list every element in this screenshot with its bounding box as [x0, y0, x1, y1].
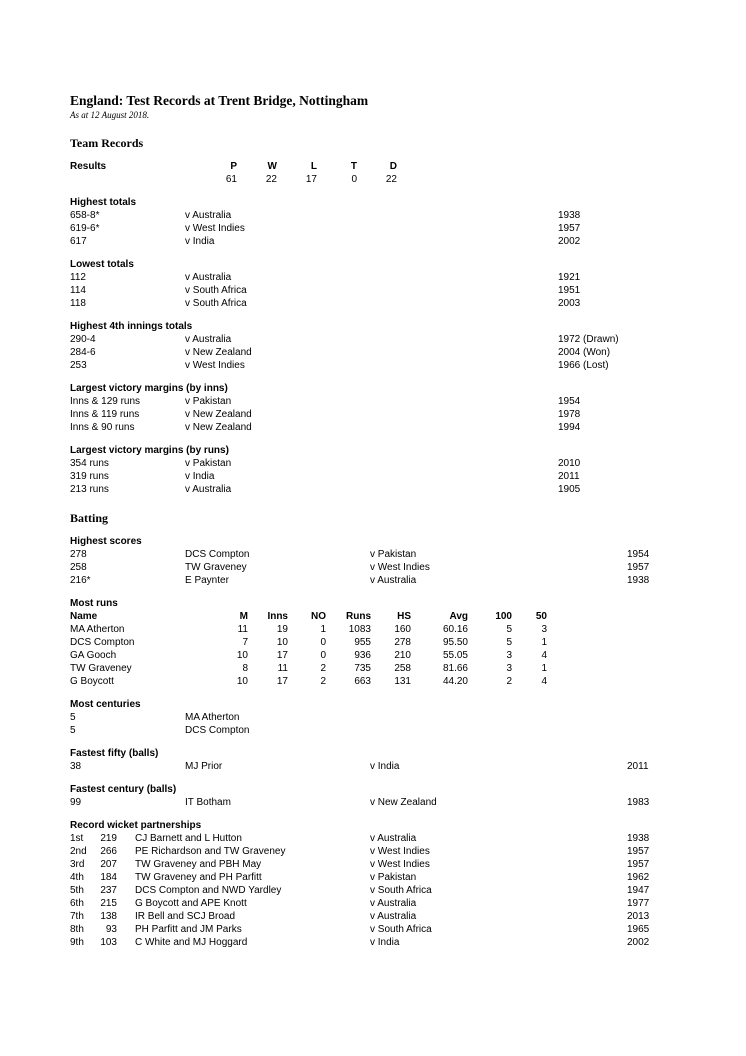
- runs: 735: [354, 663, 371, 674]
- record-opponent: v Australia: [185, 272, 232, 283]
- century-count: 5: [70, 725, 76, 736]
- record-section: [70, 382, 676, 434]
- wicket-number: 1st: [70, 833, 84, 844]
- batting-heading: Batting: [70, 511, 109, 525]
- record-value: 253: [70, 360, 87, 371]
- opponent: v Australia: [370, 833, 417, 844]
- most-centuries-row: [70, 724, 676, 737]
- highest-scores-section: [70, 535, 676, 587]
- section-heading: Largest victory margins (by inns): [70, 383, 228, 394]
- balls: 99: [70, 797, 82, 808]
- record-row: [70, 346, 676, 359]
- matches: 10: [236, 676, 248, 687]
- results-value: 61: [225, 174, 237, 185]
- wicket-number: 8th: [70, 924, 84, 935]
- most-runs-column-header: M: [239, 611, 248, 622]
- most-runs-column-header: NO: [311, 611, 326, 622]
- record-row: [70, 395, 676, 408]
- record-section: [70, 444, 676, 496]
- balls: 38: [70, 761, 82, 772]
- wicket-number: 7th: [70, 911, 84, 922]
- player-name: DCS Compton: [185, 725, 250, 736]
- opponent: v West Indies: [370, 562, 430, 573]
- partnership-runs: 237: [100, 885, 117, 896]
- record-rows: [70, 209, 676, 248]
- high-score: 160: [394, 624, 411, 635]
- results-row-spacer: [70, 173, 197, 186]
- matches: 7: [242, 637, 248, 648]
- partnership-row: [70, 884, 676, 897]
- year: 1947: [627, 885, 650, 896]
- section-heading: Most runs: [70, 598, 118, 609]
- record-year: 1938: [558, 210, 581, 221]
- high-score: 258: [394, 663, 411, 674]
- partnership-players: TW Graveney and PBH May: [135, 859, 262, 870]
- record-value: 319 runs: [70, 471, 109, 482]
- score-value: 216*: [70, 575, 91, 586]
- partnership-players: C White and MJ Hoggard: [135, 937, 248, 948]
- innings: 19: [276, 624, 288, 635]
- results-column-header: W: [267, 161, 277, 172]
- record-opponent: v Pakistan: [185, 396, 232, 407]
- wicket-number: 9th: [70, 937, 84, 948]
- results-column-header: P: [230, 161, 237, 172]
- player-name: DCS Compton: [185, 549, 250, 560]
- innings: 17: [276, 676, 288, 687]
- partnership-players: G Boycott and APE Knott: [135, 898, 247, 909]
- partnership-players: PE Richardson and TW Graveney: [135, 846, 286, 857]
- opponent: v South Africa: [370, 885, 432, 896]
- year: 2011: [627, 761, 649, 772]
- player-name: MA Atherton: [70, 624, 125, 635]
- results-values-row: [70, 173, 676, 186]
- year: 1954: [627, 549, 650, 560]
- record-section: [70, 320, 676, 372]
- most-runs-column-header: HS: [397, 611, 411, 622]
- average: 60.16: [442, 624, 468, 635]
- record-year: 1994: [558, 422, 581, 433]
- record-opponent: v South Africa: [185, 285, 247, 296]
- fastest-fifty-section: [70, 747, 676, 773]
- highest-score-row: [70, 561, 676, 574]
- fastest-fifty-rows: [70, 760, 676, 773]
- most-runs-column-header: 100: [495, 611, 512, 622]
- most-runs-column-header: 50: [535, 611, 547, 622]
- player-name: IT Botham: [185, 797, 231, 808]
- hundreds: 5: [506, 637, 512, 648]
- page-subtitle: As at 12 August 2018.: [70, 110, 150, 120]
- partnership-runs: 184: [100, 872, 117, 883]
- partnership-players: CJ Barnett and L Hutton: [135, 833, 242, 844]
- innings: 11: [277, 663, 288, 674]
- runs: 1083: [348, 624, 371, 635]
- average: 55.05: [442, 650, 468, 661]
- team-record-sections: [70, 196, 676, 496]
- not-outs: 1: [320, 624, 326, 635]
- not-outs: 0: [320, 650, 326, 661]
- score-value: 258: [70, 562, 87, 573]
- section-heading: Highest 4th innings totals: [70, 321, 193, 332]
- record-year: 1978: [558, 409, 581, 420]
- record-value: 619-6*: [70, 223, 100, 234]
- results-section: [70, 160, 676, 186]
- record-opponent: v New Zealand: [185, 347, 252, 358]
- record-opponent: v Australia: [185, 334, 232, 345]
- record-year: 1921: [558, 272, 581, 283]
- record-value: 114: [70, 285, 86, 296]
- record-opponent: v New Zealand: [185, 422, 252, 433]
- record-rows: [70, 333, 676, 372]
- runs: 936: [354, 650, 371, 661]
- highest-score-rows: [70, 548, 676, 587]
- matches: 11: [237, 624, 248, 635]
- player-name: MJ Prior: [185, 761, 223, 772]
- results-value: 22: [385, 174, 397, 185]
- record-row: [70, 359, 676, 372]
- team-records-heading: Team Records: [70, 136, 144, 150]
- record-year: 2002: [558, 236, 581, 247]
- partnerships-section: [70, 819, 676, 949]
- partnership-runs: 93: [105, 924, 117, 935]
- highest-score-row: [70, 574, 676, 587]
- most-runs-rows: [70, 623, 676, 688]
- high-score: 131: [394, 676, 411, 687]
- record-row: [70, 284, 676, 297]
- partnership-row: [70, 871, 676, 884]
- record-row: [70, 222, 676, 235]
- fifties: 4: [541, 676, 547, 687]
- partnership-row: [70, 923, 676, 936]
- section-heading: Highest scores: [70, 536, 142, 547]
- opponent: v West Indies: [370, 846, 430, 857]
- fifties: 1: [541, 637, 547, 648]
- innings: 17: [276, 650, 288, 661]
- partnership-row: [70, 897, 676, 910]
- record-row: [70, 457, 676, 470]
- record-year: 1966 (Lost): [558, 360, 609, 371]
- high-score: 210: [394, 650, 411, 661]
- opponent: v Australia: [370, 575, 417, 586]
- section-heading: Highest totals: [70, 197, 137, 208]
- average: 81.66: [442, 663, 468, 674]
- partnership-runs: 219: [100, 833, 117, 844]
- partnership-runs: 103: [100, 937, 117, 948]
- year: 1983: [627, 797, 650, 808]
- page-title: England: Test Records at Trent Bridge, Nottingham: [70, 93, 369, 108]
- record-year: 2003: [558, 298, 581, 309]
- record-rows: [70, 457, 676, 496]
- record-value: Inns & 90 runs: [70, 422, 135, 433]
- record-year: 1957: [558, 223, 581, 234]
- section-heading: Record wicket partnerships: [70, 820, 202, 831]
- record-opponent: v Pakistan: [185, 458, 232, 469]
- partnership-runs: 266: [100, 846, 117, 857]
- century-count: 5: [70, 712, 76, 723]
- record-row: [70, 470, 676, 483]
- matches: 10: [236, 650, 248, 661]
- fastest-century-rows: [70, 796, 676, 809]
- results-column-header: D: [389, 161, 397, 172]
- year: 1962: [627, 872, 650, 883]
- partnership-rows: [70, 832, 676, 949]
- most-runs-row: [70, 675, 676, 688]
- matches: 8: [242, 663, 248, 674]
- record-rows: [70, 395, 676, 434]
- most-runs-column-header: Name: [70, 611, 98, 622]
- partnership-players: PH Parfitt and JM Parks: [135, 924, 242, 935]
- year: 1938: [627, 575, 650, 586]
- hundreds: 3: [506, 650, 512, 661]
- record-year: 1954: [558, 396, 581, 407]
- hundreds: 5: [506, 624, 512, 635]
- partnership-row: [70, 936, 676, 949]
- partnership-row: [70, 858, 676, 871]
- most-runs-header-row: [70, 610, 676, 623]
- fifties: 1: [541, 663, 547, 674]
- opponent: v Pakistan: [370, 872, 417, 883]
- record-row: [70, 297, 676, 310]
- fastest-fifty-row: [70, 760, 676, 773]
- partnership-row: [70, 910, 676, 923]
- opponent: v Australia: [370, 898, 417, 909]
- record-year: 2004 (Won): [558, 347, 611, 358]
- most-runs-row: [70, 662, 676, 675]
- partnership-runs: 138: [100, 911, 117, 922]
- not-outs: 2: [320, 663, 326, 674]
- wicket-number: 5th: [70, 885, 84, 896]
- results-heading: Results: [70, 161, 107, 172]
- partnership-row: [70, 845, 676, 858]
- opponent: v West Indies: [370, 859, 430, 870]
- record-value: 118: [70, 298, 86, 309]
- section-heading: Largest victory margins (by runs): [70, 445, 229, 456]
- results-value: 22: [265, 174, 277, 185]
- year: 1957: [627, 859, 650, 870]
- record-value: 213 runs: [70, 484, 109, 495]
- opponent: v Australia: [370, 911, 417, 922]
- highest-score-row: [70, 548, 676, 561]
- year: 1977: [627, 898, 650, 909]
- fifties: 4: [541, 650, 547, 661]
- record-value: 290-4: [70, 334, 96, 345]
- year: 1957: [627, 562, 650, 573]
- most-runs-row: [70, 636, 676, 649]
- results-values: [197, 173, 397, 186]
- record-rows: [70, 271, 676, 310]
- record-row: [70, 209, 676, 222]
- record-opponent: v Australia: [185, 210, 232, 221]
- player-name: TW Graveney: [70, 663, 132, 674]
- record-section: [70, 258, 676, 310]
- section-heading: Fastest fifty (balls): [70, 748, 159, 759]
- player-name: MA Atherton: [185, 712, 240, 723]
- results-column-header: L: [310, 161, 317, 172]
- record-opponent: v New Zealand: [185, 409, 252, 420]
- hundreds: 2: [506, 676, 512, 687]
- innings: 10: [276, 637, 288, 648]
- fastest-century-section: [70, 783, 676, 809]
- high-score: 278: [394, 637, 411, 648]
- player-name: DCS Compton: [70, 637, 135, 648]
- player-name: G Boycott: [70, 676, 114, 687]
- partnership-runs: 215: [100, 898, 117, 909]
- fifties: 3: [541, 624, 547, 635]
- record-opponent: v South Africa: [185, 298, 247, 309]
- partnership-players: DCS Compton and NWD Yardley: [135, 885, 282, 896]
- most-centuries-section: [70, 698, 676, 737]
- not-outs: 2: [320, 676, 326, 687]
- record-opponent: v Australia: [185, 484, 232, 495]
- runs: 663: [354, 676, 371, 687]
- record-year: 1905: [558, 484, 581, 495]
- results-column-headers: [197, 160, 397, 173]
- player-name: TW Graveney: [185, 562, 247, 573]
- results-value: 0: [351, 174, 357, 185]
- record-row: [70, 483, 676, 496]
- most-runs-column-header: Avg: [449, 611, 468, 622]
- record-section: [70, 196, 676, 248]
- opponent: v India: [370, 761, 400, 772]
- not-outs: 0: [320, 637, 326, 648]
- partnership-row: [70, 832, 676, 845]
- record-value: 658-8*: [70, 210, 100, 221]
- section-heading: Most centuries: [70, 699, 141, 710]
- record-row: [70, 235, 676, 248]
- record-value: 112: [70, 272, 86, 283]
- most-runs-section: [70, 597, 676, 688]
- year: 1957: [627, 846, 650, 857]
- record-year: 2010: [558, 458, 581, 469]
- year: 1938: [627, 833, 650, 844]
- record-opponent: v West Indies: [185, 360, 245, 371]
- most-runs-column-header: Runs: [346, 611, 371, 622]
- average: 95.50: [442, 637, 468, 648]
- record-opponent: v India: [185, 236, 215, 247]
- most-runs-column-header: Inns: [267, 611, 288, 622]
- wicket-number: 3rd: [70, 859, 85, 870]
- year: 2013: [627, 911, 650, 922]
- record-year: 2011: [558, 471, 580, 482]
- wicket-number: 4th: [70, 872, 84, 883]
- record-row: [70, 271, 676, 284]
- record-value: Inns & 119 runs: [70, 409, 140, 420]
- runs: 955: [354, 637, 371, 648]
- wicket-number: 2nd: [70, 846, 87, 857]
- section-heading: Lowest totals: [70, 259, 134, 270]
- section-heading: Fastest century (balls): [70, 784, 177, 795]
- opponent: v South Africa: [370, 924, 432, 935]
- partnership-runs: 207: [100, 859, 117, 870]
- record-row: [70, 333, 676, 346]
- record-year: 1972 (Drawn): [558, 334, 619, 345]
- record-row: [70, 408, 676, 421]
- score-value: 278: [70, 549, 87, 560]
- record-value: 284-6: [70, 347, 96, 358]
- opponent: v India: [370, 937, 400, 948]
- results-header-row: [70, 160, 676, 173]
- record-opponent: v India: [185, 471, 215, 482]
- player-name: E Paynter: [185, 575, 229, 586]
- fastest-century-row: [70, 796, 676, 809]
- most-centuries-rows: [70, 711, 676, 737]
- wicket-number: 6th: [70, 898, 84, 909]
- most-runs-row: [70, 623, 676, 636]
- year: 2002: [627, 937, 650, 948]
- record-value: Inns & 129 runs: [70, 396, 141, 407]
- record-row: [70, 421, 676, 434]
- opponent: v Pakistan: [370, 549, 417, 560]
- average: 44.20: [442, 676, 468, 687]
- most-runs-row: [70, 649, 676, 662]
- results-value: 17: [305, 174, 317, 185]
- partnership-players: TW Graveney and PH Parfitt: [135, 872, 262, 883]
- most-centuries-row: [70, 711, 676, 724]
- record-year: 1951: [558, 285, 581, 296]
- partnership-players: IR Bell and SCJ Broad: [135, 911, 236, 922]
- hundreds: 3: [506, 663, 512, 674]
- record-value: 617: [70, 236, 87, 247]
- player-name: GA Gooch: [70, 650, 117, 661]
- year: 1965: [627, 924, 650, 935]
- opponent: v New Zealand: [370, 797, 437, 808]
- record-value: 354 runs: [70, 458, 109, 469]
- results-column-header: T: [350, 161, 357, 172]
- record-opponent: v West Indies: [185, 223, 245, 234]
